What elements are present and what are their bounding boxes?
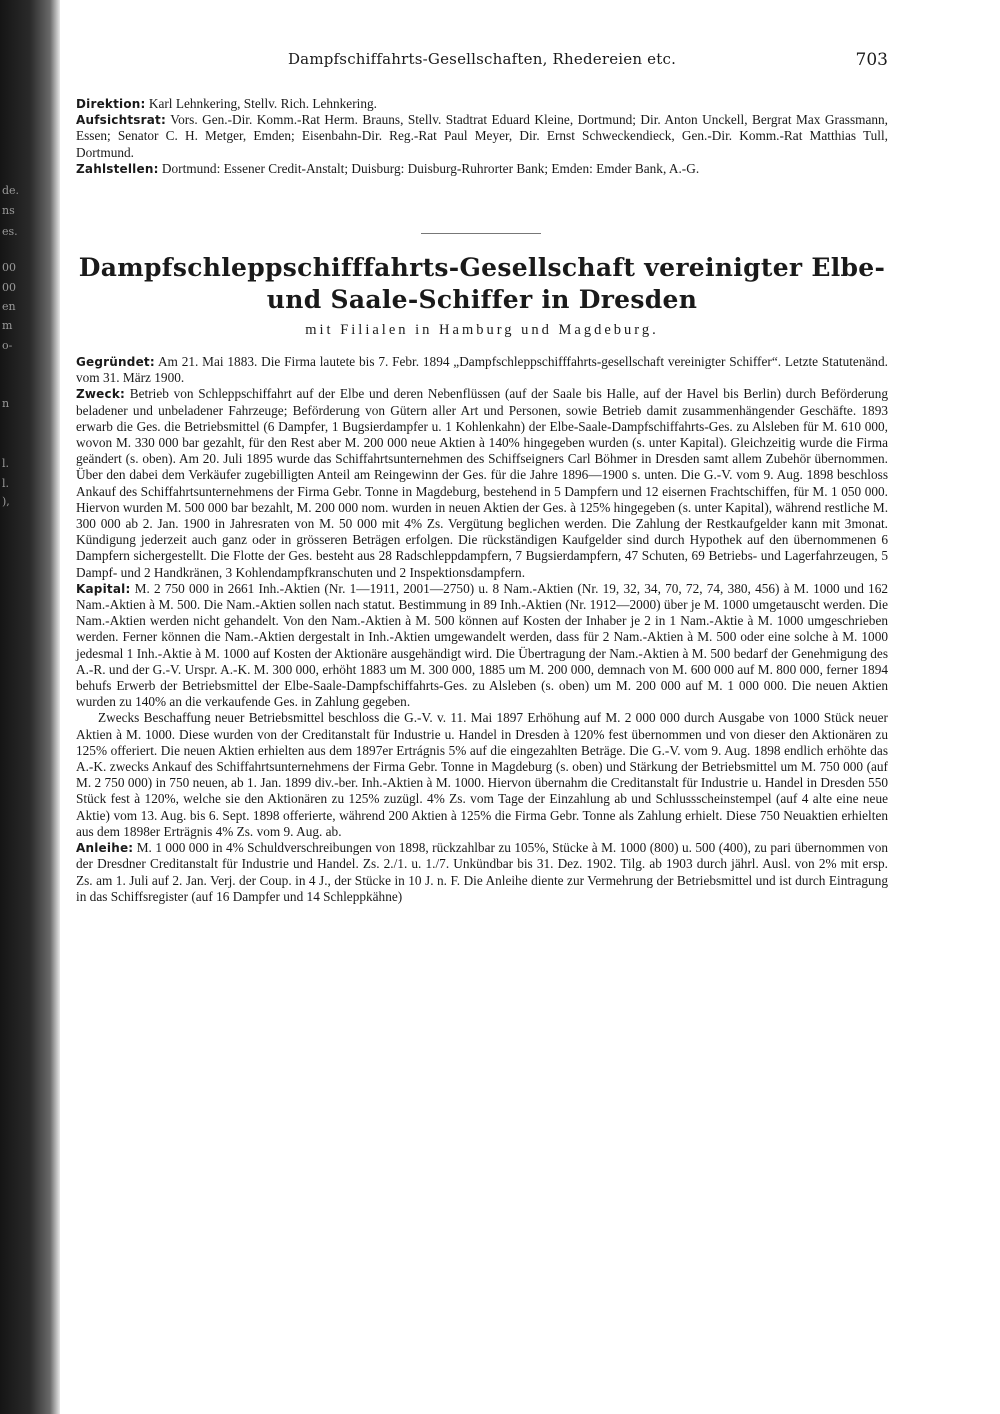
margin-fragment: en (2, 300, 16, 313)
running-header-title: Dampfschiffahrts-Gesellschaften, Rhedereien etc. (287, 50, 677, 68)
aufsichtsrat-text: Vors. Gen.-Dir. Komm.-Rat Herm. Brauns, Stellv. Stadtrat Eduard Kleine, Dortmund; Dir. Anton Unckell, Bergrat Max Grassmann, Essen; Senator C. H. Metger, Emden; Eisenbahn-Dir. Reg.-Rat Paul Meyer, Dir. Ernst Schweckendieck, Gen.-Dir. Komm.-Rat Matthias Tull, Dortmund. (76, 112, 888, 160)
kapital-label: Kapital: (76, 581, 131, 596)
direktion-label: Direktion: (76, 97, 146, 111)
kapital-paragraph (76, 581, 888, 711)
kapital-text: M. 2 750 000 in 2661 Inh.-Aktien (Nr. 1—1911, 2001—2750) u. 8 Nam.-Aktien (Nr. 19, 32, 34, 70, 72, 74, 380, 456) à M. 1000 und 162 Nam.-Aktien à M. 500. Die Nam.-Aktien sollen nach statut. Bestimmung in 89 Inh.-Aktien (Nr. 1912—2000) über je M. 1000 umgetauscht werden. Die Nam.-Aktien werden nicht gehandelt. Von den Nam.-Aktien à M. 500 können auf Kosten der Inhaber je 2 in 1 Nam.-Aktie à M. 1000 umgeschrieben werden. Ferner können die Nam.-Aktien dergestalt in Inh.-Aktien umgewandelt werden, dass für 2 Nam.-Aktien à M. 500 oder eine solche à M. 1000 jedesmal 1 Inh.-Aktie à M. 1000 auf Kosten der Aktionäre ausgehändigt wird. Die Übertragung der Nam.-Aktien à M. 500 bedarf der Genehmigung des A.-R. und der G.-V. Urspr. A.-K. M. 300 000, erhöht 1883 um M. 300 000, 1885 um M. 200 000, demnach von M. 600 000 auf M. 800 000, ferner 1894 behufs Erwerb der Betriebsmittel der Elbe-Saale-Dampfschiffahrts-Ges. zu Alsleben (s. oben) um M. 200 000 auf M. 1 000 000. Die neuen Aktien wurden zu 140% an die verkaufende Ges. in Zahlung gegeben. (76, 580, 888, 710)
anleihe-paragraph (76, 840, 888, 905)
company-entry-section (76, 354, 888, 905)
zweck-text: Betrieb von Schleppschiffahrt auf der Elbe und deren Nebenflüssen (auf der Saale bis Halle, auf der Havel bis Berlin) durch Beförderung beladener und unbeladener Fahrzeuge; Beförderung von Gütern aller Art und Personen, sowie Betrieb damit zusammenhängender Geschäfte. 1893 erwarb die Ges. die Betriebsmittel (6 Dampfer, 1 Bugsierdampfer u. 1 Kohlenkahn) der Elbe-Saale-Dampfschiffahrts-Ges. zu Alsleben für M. 610 000, wovon M. 330 000 bar gezahlt, für den Rest aber M. 200 000 neue Aktien à 140% hingegeben wurden (s. unter Kapital). Gleichzeitig wurde die Firma geändert (s. oben). Am 20. Juli 1895 wurde das Schiffahrtsunternehmen des Schiffseigners Carl Böhmer in Dresden samt allem Zubehör übernommen. Über den dabei dem Verkäufer zugebilligten Anteil am Reingewinn der Ges. für die Jahre 1896—1900 s. unten. Die G.-V. vom 9. Aug. 1898 beschloss Ankauf des Schiffahrtsunternehmens der Firma Gebr. Tonne in Magdeburg, bestehend in 5 Dampfern und 12 eisernen Frachtschiffen, für M. 1 050 000. Hiervon wurden M. 500 000 bar bezahlt, M. 200 000 nom. wurden in neuen Aktien der Ges. à 125% hingegeben (s. unter Kapital), während restliche M. 300 000 ab 2. Jan. 1900 in Jahresraten von M. 50 000 mit 4% Zs. Vergütung beglichen werden. Die Zahlung der Restkaufgelder kann mit 3monat. Kündigung jederzeit auch ganz oder in grösseren Beträgen erfolgen. Die rückständigen Kaufgelder sind durch Hypothek auf den übernommenen 6 Dampfern sichergestellt. Die Flotte der Ges. besteht aus 28 Radschleppdampfern, 7 Bugsierdampfern, 47 Schuten, 69 Betriebs- und Lagerfahrzeugen, 5 Dampf- und 2 Handkränen, 3 Kohlendampfkranschuten und 2 Inspektionsdampfern. (76, 386, 889, 580)
zahlstellen-label: Zahlstellen: (76, 161, 159, 176)
margin-fragment: es. (2, 225, 18, 238)
zweck-paragraph (76, 386, 888, 580)
company-title: Dampfschleppschifffahrts-Gesellschaft vereinigter Elbe- und Saale-Schiffer in Dresden (78, 253, 886, 314)
margin-fragment: m (2, 319, 13, 332)
margin-fragment: 00 (2, 281, 16, 294)
aufsichtsrat-label: Aufsichtsrat: (76, 113, 166, 128)
kapital-paragraph-2: Zwecks Beschaffung neuer Betriebsmittel beschloss die G.-V. v. 11. Mai 1897 Erhöhung auf M. 2 000 000 durch Ausgabe von 1000 Stück neuer Aktien à M. 1000. Diese wurden von der Creditanstalt für Industrie u. Handel in Dresden à 120% fest übernommen und von dieser den Aktionären zu 125% offeriert. Die neuen Aktien erhielten aus dem 1897er Ertrágnis 5% auf die eingezahlten Beträge. Die G.-V. vom 9. Aug. 1898 endlich erhöhte das A.-K. zwecks Ankauf des Schiffahrtsunternehmens der Firma Gebr. Tonne in Magdeburg (s. oben) und Stärkung der Betriebsmittel um M. 750 000 (auf M. 2 750 000) in 750 neuen, ab 1. Jan. 1899 div.-ber. Inh.-Aktien à M. 1000. Hiervon übernahm die Creditanstalt für Industrie u. Handel in Dresden 550 Stück fest à 120%, welche sie den Aktionären zu 125% zuzügl. 4% Zs. vom Tage der Einzahlung ab und Schlussscheinstempel (auf 4 alte eine neue Aktie) vom 13. Aug. bis 6. Sept. 1898 offerierte, während 200 Aktien à 125% die Firma Gebr. Tonne als Zahlung erhielt. Diese 750 Neuaktien erhielten aus dem 1898er Erträgnis 4% Zs. vom 9. Aug. ab. (76, 710, 888, 839)
margin-fragment: ), (2, 495, 10, 508)
zahlstellen-paragraph (76, 161, 888, 177)
margin-fragment: n (2, 397, 10, 410)
margin-fragment: de. (2, 184, 20, 197)
running-header (76, 50, 888, 72)
anleihe-text: M. 1 000 000 in 4% Schuldverschreibungen von 1898, rückzahlbar zu 105%, Stücke à M. 1000 (800) u. 500 (400), zu pari übernommen von der Dresdner Creditanstalt für Industrie und Handel. Zs. 2./1. u. 1./7. Unkündbar bis 31. Dez. 1902. Tilg. ab 1903 durch jährl. Ausl. von 2% mit ersp. Zs. am 1. Juli auf 2. Jan. Verj. der Coup. in 4 J., der Stücke in 10 J. n. F. Die Anleihe diente zur Vermehrung der Betriebsmittel und ist durch Eintragung in das Schiffsregister (auf 16 Dampfer und 14 Schleppkähne) (76, 840, 888, 904)
gegruendet-paragraph (76, 354, 888, 386)
margin-fragment: o- (2, 339, 13, 352)
aufsichtsrat-paragraph (76, 112, 888, 161)
previous-entry-section (76, 96, 888, 177)
margin-fragment: 00 (2, 261, 16, 274)
gegruendet-label: Gegründet: (76, 355, 155, 369)
zweck-label: Zweck: (76, 387, 126, 402)
page-number: 703 (855, 50, 888, 70)
anleihe-label: Anleihe: (76, 841, 134, 856)
margin-fragment: l. (2, 477, 10, 490)
margin-fragment: ns (2, 204, 15, 217)
section-divider (421, 233, 541, 234)
direktion-paragraph (76, 96, 888, 112)
direktion-text: Karl Lehnkering, Stellv. Rich. Lehnkering. (148, 96, 377, 111)
company-subtitle: mit Filialen in Hamburg und Magdeburg. (305, 322, 659, 338)
gegruendet-text: Am 21. Mai 1883. Die Firma lautete bis 7. Febr. 1894 „Dampfschleppschifffahrts-gesellschaft vereinigter Schiffer“. Letzte Statutenänd. vom 31. März 1900. (76, 354, 888, 386)
margin-fragment: l. (2, 457, 10, 470)
zahlstellen-text: Dortmund: Essener Credit-Anstalt; Duisburg: Duisburg-Ruhrorter Bank; Emden: Emder Bank, A.-G. (161, 160, 700, 176)
